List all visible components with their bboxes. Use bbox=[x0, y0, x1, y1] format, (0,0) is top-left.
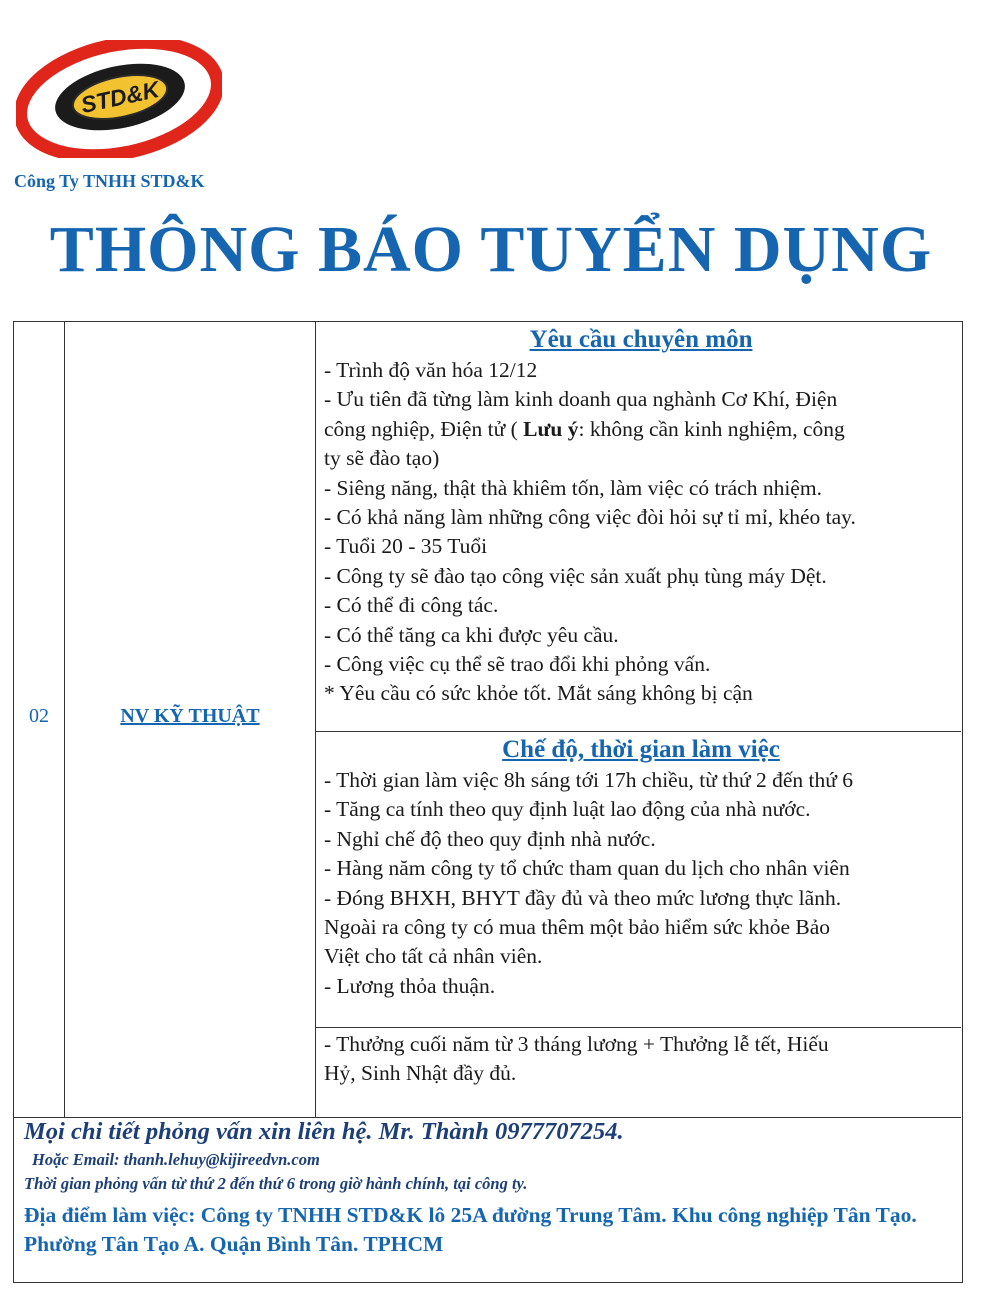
requirement-item: * Yêu cầu có sức khỏe tốt. Mắt sáng không bị cận bbox=[324, 681, 753, 706]
row-divider-1 bbox=[315, 731, 961, 732]
benefit-item: - Đóng BHXH, BHYT đầy đủ và theo mức lương thực lãnh. bbox=[324, 885, 842, 910]
requirement-item: - Có thể đi công tác. bbox=[324, 593, 499, 618]
benefit-item: - Hàng năm công ty tổ chức tham quan du lịch cho nhân viên bbox=[324, 856, 850, 881]
requirement-item: ty sẽ đào tạo) bbox=[324, 446, 440, 471]
contact-line: Mọi chi tiết phỏng vấn xin liên hệ. Mr. Thành 0977707254. bbox=[24, 1118, 624, 1145]
requirement-item: - Siêng năng, thật thà khiêm tốn, làm việc có trách nhiệm. bbox=[324, 475, 822, 500]
row-divider-2 bbox=[315, 1027, 961, 1028]
job-table bbox=[13, 321, 963, 1283]
logo-text: STD&K bbox=[78, 76, 162, 118]
company-logo bbox=[16, 40, 222, 158]
bonus-section bbox=[324, 1030, 958, 1089]
requirement-item: công nghiệp, Điện tử ( Lưu ý: không cần kinh nghiệm, công bbox=[324, 416, 845, 441]
benefits-section bbox=[324, 734, 958, 1001]
benefit-item: Ngoài ra công ty có mua thêm một bảo hiểm sức khỏe Bảo bbox=[324, 915, 831, 940]
contact-footer bbox=[24, 1118, 954, 1259]
note-label: Lưu ý bbox=[523, 416, 579, 441]
benefit-item: Việt cho tất cả nhân viên. bbox=[324, 944, 543, 969]
interview-time-line: Thời gian phỏng vấn từ thứ 2 đến thứ 6 trong giờ hành chính, tại công ty. bbox=[24, 1174, 528, 1193]
benefit-item: - Tăng ca tính theo quy định luật lao động của nhà nước. bbox=[324, 797, 811, 822]
bonus-item: Hỷ, Sinh Nhật đầy đủ. bbox=[324, 1061, 517, 1086]
requirement-item: - Tuổi 20 - 35 Tuổi bbox=[324, 534, 488, 559]
requirements-section bbox=[324, 324, 958, 709]
requirements-heading: Yêu cầu chuyên môn bbox=[529, 326, 753, 353]
row-number: 02 bbox=[29, 705, 49, 727]
email-line: Hoặc Email: thanh.lehuy@kijireedvn.com bbox=[32, 1150, 320, 1169]
position-title: NV KỸ THUẬT bbox=[120, 705, 260, 727]
column-divider-2 bbox=[315, 322, 316, 1117]
requirement-item: - Có khả năng làm những công việc đòi hỏi sự tỉ mỉ, khéo tay. bbox=[324, 505, 856, 530]
requirement-item: - Công ty sẽ đào tạo công việc sản xuất phụ tùng máy Dệt. bbox=[324, 563, 827, 588]
benefit-item: - Thời gian làm việc 8h sáng tới 17h chiều, từ thứ 2 đến thứ 6 bbox=[324, 768, 854, 792]
requirement-item: - Ưu tiên đã từng làm kinh doanh qua nghành Cơ Khí, Điện bbox=[324, 387, 838, 412]
requirement-item: - Trình độ văn hóa 12/12 bbox=[324, 358, 538, 382]
requirement-item: - Có thể tăng ca khi được yêu cầu. bbox=[324, 622, 619, 647]
page-title: THÔNG BÁO TUYỂN DỤNG bbox=[49, 213, 933, 286]
bonus-item: - Thưởng cuối năm từ 3 tháng lương + Thưởng lễ tết, Hiếu bbox=[324, 1032, 829, 1056]
benefits-heading: Chế độ, thời gian làm việc bbox=[502, 736, 780, 763]
company-name: Công Ty TNHH STD&K bbox=[14, 171, 205, 191]
benefit-item: - Lương thỏa thuận. bbox=[324, 973, 496, 998]
work-address: Địa điểm làm việc: Công ty TNHH STD&K lô 25A đường Trung Tâm. Khu công nghiệp Tân Tạo. Phường Tân Tạo A. Quận Bình Tân. TPHCM bbox=[24, 1203, 917, 1256]
requirement-item: - Công việc cụ thể sẽ trao đổi khi phỏng vấn. bbox=[324, 652, 711, 677]
benefit-item: - Nghỉ chế độ theo quy định nhà nước. bbox=[324, 826, 656, 851]
